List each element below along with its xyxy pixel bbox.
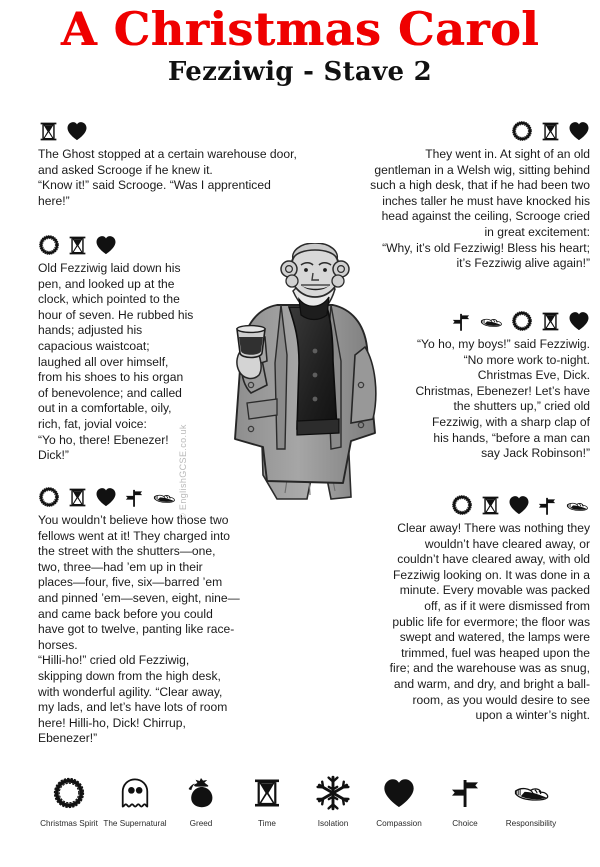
passage-6-line-2: couldn’t have cleared away, with old — [397, 552, 590, 567]
passage-2 — [325, 118, 590, 272]
passage-4-line-4: the shutters up,” cried old — [453, 399, 590, 414]
legend-label: Time — [258, 819, 276, 828]
passage-2-line-6: “Why, it’s old Fezziwig! Bless his heart; — [382, 240, 590, 255]
legend-item-choice — [432, 772, 498, 829]
isolation-snowflake-icon — [315, 772, 351, 814]
passage-3-line-1: pen, and looked up at the — [38, 276, 175, 291]
passage-1-line-2: “Know it!” said Scrooge. “Was I apprenticed — [38, 178, 271, 193]
passage-1-icon-row — [38, 118, 323, 142]
time-hourglass-icon — [38, 121, 59, 142]
passage-6-icon-row — [368, 492, 590, 516]
passage-2-line-2: such a high desk, that if he had been two — [370, 178, 590, 193]
passage-4 — [375, 308, 590, 462]
compassion-heart-icon — [382, 772, 416, 814]
responsibility-hand-icon — [151, 488, 177, 508]
passage-4-line-2: Christmas Eve, Dick. — [477, 368, 590, 383]
passage-3-line-3: hour of seven. He rubbed his — [38, 307, 194, 322]
passage-3-line-6: laughed all over himself, — [38, 354, 169, 369]
passage-3-line-12: Dick!” — [38, 448, 69, 463]
passage-6-line-11: room, as you would desire to see — [412, 692, 590, 707]
passage-3-line-8: of benevolence; and called — [38, 385, 182, 400]
passage-6-line-1: wouldn’t have cleared away, or — [424, 536, 590, 551]
passage-5-line-12: my lads, and let’s have lots of room — [38, 700, 228, 715]
passage-3 — [38, 232, 228, 464]
passage-5-icon-row — [38, 484, 263, 508]
time-hourglass-icon — [67, 487, 88, 508]
passage-5-line-3: two, three—had ’em up in their — [38, 559, 203, 574]
page-header — [0, 0, 600, 87]
passage-6-line-9: fire; and the warehouse was as snug, — [389, 661, 590, 676]
passage-2-line-7: it’s Fezziwig alive again!” — [456, 256, 590, 271]
legend-item-isolation — [300, 772, 366, 829]
passage-6-line-8: trimmed, fuel was heaped upon the — [401, 645, 590, 660]
passage-3-line-4: hands; adjusted his — [38, 323, 143, 338]
passage-4-line-5: Fezziwig, with a sharp clap of — [432, 414, 590, 429]
passage-5-line-1: fellows went at it! They charged into — [38, 528, 231, 543]
time-hourglass-icon — [540, 311, 561, 332]
passage-1-line-0: The Ghost stopped at a certain warehouse door, — [38, 147, 297, 161]
legend-label: Compassion — [376, 819, 422, 828]
passage-2-line-3: inches taller he must have knocked his — [382, 193, 590, 208]
passage-2-icon-row — [325, 118, 590, 142]
passage-4-line-3: Christmas, Ebenezer! Let’s have — [415, 383, 590, 398]
christmas-spirit-wreath-icon — [511, 310, 533, 332]
time-hourglass-icon — [67, 235, 88, 256]
legend-label: Christmas Spirit — [40, 819, 98, 828]
passage-6-line-0: Clear away! There was nothing they — [397, 521, 590, 535]
passage-4-line-1: “No more work to-night. — [463, 352, 590, 367]
passage-5-line-7: have got to twelve, panting like race- — [38, 622, 235, 637]
passage-3-line-11: “Yo ho, there! Ebenezer! — [38, 432, 169, 447]
choice-signpost-icon — [124, 488, 144, 508]
christmas-spirit-wreath-icon — [38, 234, 60, 256]
christmas-spirit-wreath-icon — [451, 494, 473, 516]
passage-5-line-13: here! Hilli-ho, Dick! Chirrup, — [38, 715, 186, 730]
passage-3-icon-row — [38, 232, 228, 256]
page-subtitle: Fezziwig - Stave 2 — [167, 57, 433, 87]
legend-item-christmas-spirit — [36, 772, 102, 829]
passage-3-line-2: clock, which pointed to the — [38, 292, 180, 307]
passage-6-line-12: upon a winter’s night. — [475, 708, 590, 723]
time-hourglass-icon — [540, 121, 561, 142]
passage-1 — [38, 118, 323, 209]
passage-5-line-11: with wonderful agility. “Clear away, — [38, 684, 223, 699]
time-hourglass-icon — [480, 495, 501, 516]
passage-3-line-5: capacious waistcoat; — [38, 338, 150, 353]
legend-item-time — [234, 772, 300, 829]
passage-3-line-7: from his shoes to his organ — [38, 370, 184, 385]
passage-6-line-7: swept and watered, the lamps were — [399, 630, 590, 645]
compassion-heart-icon — [568, 120, 590, 142]
compassion-heart-icon — [568, 310, 590, 332]
christmas-spirit-wreath-icon — [52, 772, 86, 814]
responsibility-hand-icon — [478, 312, 504, 332]
watermark: © EnglishGCSE.co.uk — [178, 424, 188, 520]
passage-4-line-7: say Jack Robinson!” — [481, 446, 590, 461]
choice-signpost-icon — [449, 772, 481, 814]
legend-label: Responsibility — [505, 819, 557, 828]
symbol-legend — [0, 772, 600, 829]
passage-5-line-10: skipping down from the high desk, — [38, 668, 221, 683]
passage-5-line-8: horses. — [38, 637, 78, 652]
supernatural-ghost-icon — [118, 772, 152, 814]
passage-5-line-2: the street with the shutters—one, — [38, 544, 216, 559]
legend-item-responsibility — [498, 772, 564, 829]
passage-3-line-0: Old Fezziwig laid down his — [38, 261, 181, 275]
choice-signpost-icon — [537, 496, 557, 516]
passage-5-line-9: “Hilli-ho!” cried old Fezziwig, — [38, 653, 190, 668]
fezziwig-illustration — [215, 243, 397, 508]
compassion-heart-icon — [95, 486, 117, 508]
passage-1-line-3: here!” — [38, 193, 70, 208]
responsibility-hand-icon — [564, 496, 590, 516]
passage-4-icon-row — [375, 308, 590, 332]
passage-5-line-4: places—four, five, six—barred ’em — [38, 575, 223, 590]
legend-label: Greed — [189, 819, 213, 828]
responsibility-hand-icon — [511, 772, 551, 814]
passage-2-line-1: gentleman in a Welsh wig, sitting behind — [374, 162, 590, 177]
legend-label: The Supernatural — [103, 819, 167, 828]
passage-5-line-5: and pinned ’em—seven, eight, nine— — [38, 590, 240, 605]
passage-5-line-14: Ebenezer!” — [38, 731, 98, 746]
passage-1-line-1: and asked Scrooge if he knew it. — [38, 162, 213, 177]
legend-item-supernatural — [102, 772, 168, 829]
passage-3-line-9: out in a comfortable, oily, — [38, 401, 172, 416]
choice-signpost-icon — [451, 312, 471, 332]
passage-6-line-10: and warm, and dry, and bright a ball- — [393, 676, 590, 691]
legend-label: Choice — [452, 819, 478, 828]
page-title: A Christmas Carol — [60, 2, 540, 56]
passage-5-line-6: and came back before you could — [38, 606, 213, 621]
christmas-spirit-wreath-icon — [511, 120, 533, 142]
legend-item-compassion — [366, 772, 432, 829]
compassion-heart-icon — [508, 494, 530, 516]
legend-label: Isolation — [317, 819, 349, 828]
legend-item-greed — [168, 772, 234, 829]
passage-4-line-6: his hands, “before a man can — [433, 430, 590, 445]
passage-6-line-6: public life for evermore; the floor was — [392, 614, 590, 629]
passage-5 — [38, 484, 263, 747]
compassion-heart-icon — [95, 234, 117, 256]
passage-6 — [368, 492, 590, 724]
christmas-spirit-wreath-icon — [38, 486, 60, 508]
passage-4-line-0: “Yo ho, my boys!” said Fezziwig. — [417, 337, 590, 351]
passage-6-line-5: off, as if it were dismissed from — [424, 598, 590, 613]
time-hourglass-icon — [251, 772, 283, 814]
passage-2-line-4: head against the ceiling, Scrooge cried — [381, 209, 590, 224]
greed-moneybag-icon — [184, 772, 218, 814]
passage-5-line-0: You wouldn’t believe how those two — [38, 513, 229, 527]
passage-2-line-5: in great excitement: — [484, 224, 590, 239]
passage-6-line-4: minute. Every movable was packed — [399, 583, 590, 598]
compassion-heart-icon — [66, 120, 88, 142]
passage-2-line-0: They went in. At sight of an old — [425, 147, 590, 161]
passage-6-line-3: Fezziwig looking on. It was done in a — [393, 567, 590, 582]
passage-3-line-10: rich, fat, jovial voice: — [38, 416, 147, 431]
